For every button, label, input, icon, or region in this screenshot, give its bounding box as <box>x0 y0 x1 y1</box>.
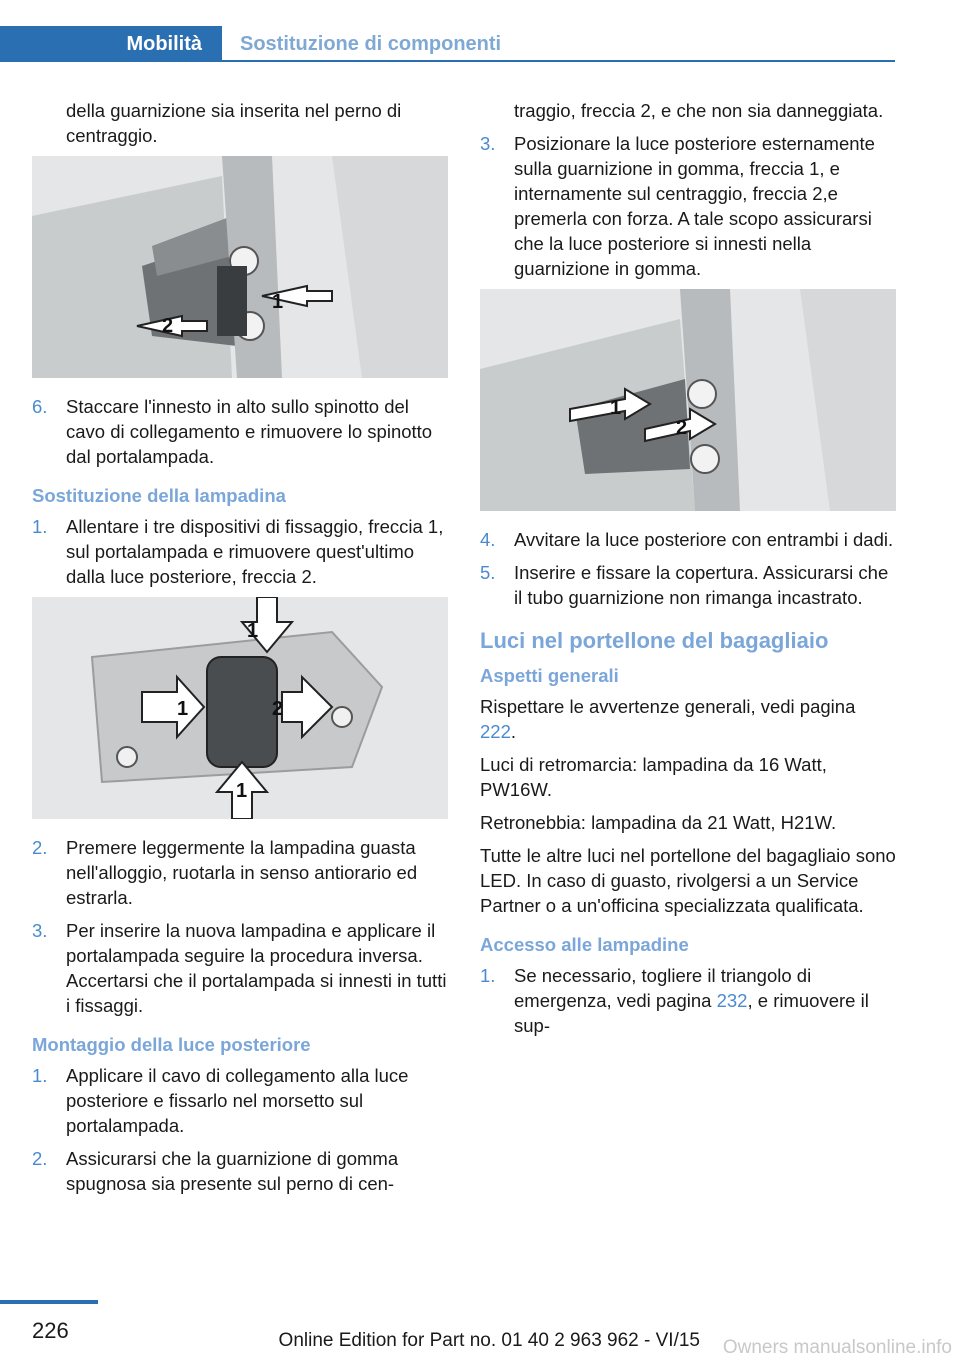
subheading-general: Aspetti generali <box>480 665 619 686</box>
step-text: Inserire e fissare la copertura. Assicurarsi che il tubo guarnizione non rimanga incastrato. <box>514 562 889 608</box>
page-number: 226 <box>32 1318 69 1343</box>
step-number: 1. <box>480 965 496 986</box>
step-text: Assicurarsi che la guarnizione di gomma spugnosa sia presente sul perno di cen- <box>66 1148 399 1194</box>
figure-bulb-holder <box>32 597 448 819</box>
fig3-callout-1: 1 <box>610 397 622 419</box>
bulb-step-2 <box>32 835 448 910</box>
step-text: Allentare i tre dispositivi di fissaggio, freccia 1, sul portalampada e rimuovere quest'ultimo dalla luce posteriore, freccia 2. <box>66 516 444 587</box>
step-text: Posizionare la luce posteriore esternamente sulla guarnizione in gomma, freccia 1, e internamente sul centraggio, freccia 2,e premerla con forza. A tale scopo assicurarsi che la luce posteriore si innesti nella guarnizione in gomma. <box>514 133 875 279</box>
general-text <box>480 694 896 744</box>
continued-text: traggio, freccia 2, e che non sia danneggiata. <box>514 100 884 121</box>
section-title: Sostituzione di componenti <box>240 33 502 55</box>
step-text: Applicare il cavo di collegamento alla luce posteriore e fissarlo nel morsetto sul portalampada. <box>66 1065 409 1136</box>
fig2-callout-left: 1 <box>177 698 189 720</box>
step-text: Premere leggermente la lampadina guasta nell'alloggio, ruotarla in senso antiorario ed estrarla. <box>66 837 418 908</box>
page-link-222[interactable]: 222 <box>480 721 511 742</box>
left-column <box>32 98 448 1204</box>
figure-tail-light-mounting <box>480 289 896 511</box>
watermark: Owners manualsonline.info <box>722 1337 952 1358</box>
fig2-callout-top: 1 <box>247 620 259 642</box>
reverse-lights-text: Luci di retromarcia: lampadina da 16 Watt, PW16W. <box>480 754 827 800</box>
fig1-callout-1: 1 <box>272 291 284 313</box>
section-heading-tailgate-lights: Luci nel portellone del bagagliaio <box>480 628 829 653</box>
subheading-bulb-replacement: Sostituzione della lampadina <box>32 485 286 506</box>
step-text: Staccare l'innesto in alto sullo spinotto del cavo di collegamento e rimuovere lo spinotto dal portalampada. <box>66 396 433 467</box>
right-column <box>480 98 896 1046</box>
bulb-step-3 <box>32 918 448 1018</box>
step-6 <box>32 394 448 469</box>
step-3 <box>480 131 896 281</box>
page-header <box>0 26 895 62</box>
access-text-suffix: , e rimuovere il sup- <box>514 990 869 1036</box>
subheading-mounting: Montaggio della luce posteriore <box>32 1034 311 1055</box>
figure-tail-light-removal <box>32 156 448 378</box>
access-step-1 <box>480 963 896 1038</box>
step-number: 2. <box>32 1148 48 1169</box>
step-text: Avvitare la luce posteriore con entrambi i dadi. <box>514 529 894 550</box>
mount-step-1 <box>32 1063 448 1138</box>
step-number: 2. <box>32 837 48 858</box>
step-number: 1. <box>32 516 48 537</box>
bulb-step-1 <box>32 514 448 589</box>
step-number: 3. <box>480 133 496 154</box>
chapter-tab-label: Mobilità <box>126 32 202 55</box>
step-number: 6. <box>32 396 48 417</box>
fig3-callout-2: 2 <box>676 417 688 439</box>
step-text <box>514 963 896 1038</box>
header-divider <box>222 60 895 62</box>
subheading-bulb-access: Accesso alle lampadine <box>480 934 689 955</box>
fig2-callout-right: 2 <box>272 698 284 720</box>
fig1-callout-2: 2 <box>162 315 174 337</box>
step-5 <box>480 560 896 610</box>
fog-light-text: Retronebbia: lampadina da 21 Watt, H21W. <box>480 812 837 833</box>
mount-step-2 <box>32 1146 448 1196</box>
footer-divider <box>0 1300 98 1304</box>
chapter-tab[interactable] <box>0 26 222 62</box>
step-number: 4. <box>480 529 496 550</box>
fig2-callout-bottom: 1 <box>236 780 248 802</box>
access-text-prefix: Se necessario, togliere il triangolo di emergenza, vedi pagina <box>514 965 812 1011</box>
step-number: 3. <box>32 920 48 941</box>
edition-text: Online Edition for Part no. 01 40 2 963 962 - VI/15 <box>278 1330 700 1351</box>
page-link-232[interactable]: 232 <box>716 990 748 1011</box>
step-4 <box>480 527 896 552</box>
step-number: 1. <box>32 1065 48 1086</box>
step-number: 5. <box>480 562 496 583</box>
led-text: Tutte le altre luci nel portellone del bagagliaio sono LED. In caso di guasto, rivolgersi a un Service Partner o a un'officina specializzata qualificata. <box>480 845 896 916</box>
intro-text: della guarnizione sia inserita nel perno di centraggio. <box>66 100 402 146</box>
step-text: Per inserire la nuova lampadina e applicare il portalampada seguire la procedura inversa. Accertarsi che il portalampada si innesti in tutti i fissaggi. <box>66 920 447 1016</box>
general-text-suffix: . <box>510 721 517 742</box>
general-text-prefix: Rispettare le avvertenze generali, vedi pagina <box>480 696 856 717</box>
